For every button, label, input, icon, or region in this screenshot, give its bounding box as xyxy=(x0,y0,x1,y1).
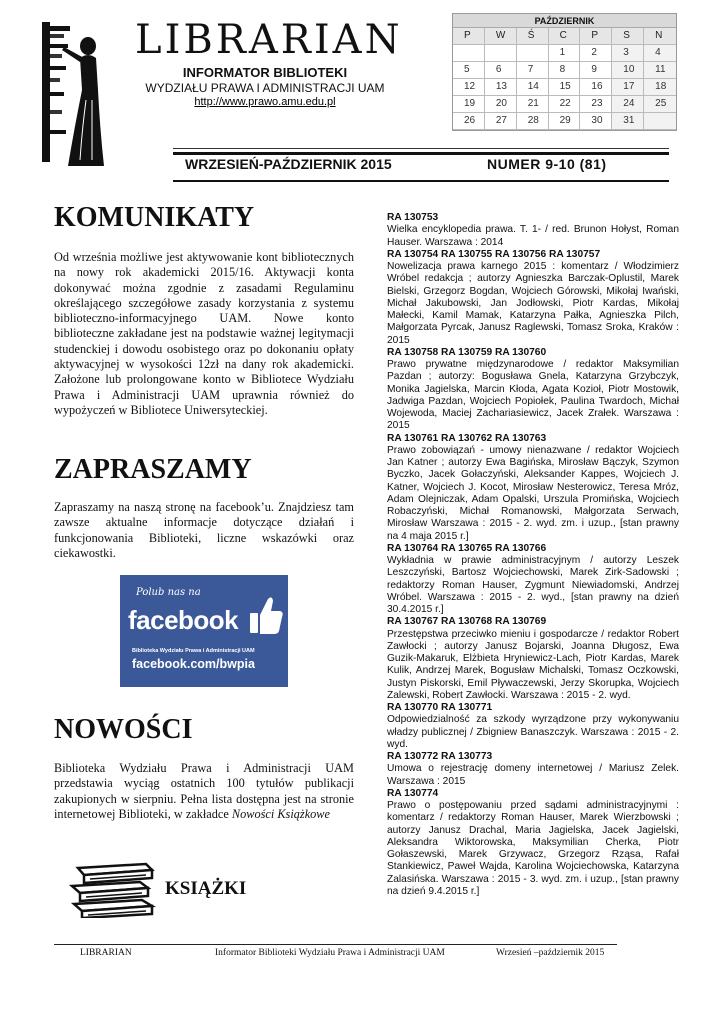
new-title-entry xyxy=(387,616,679,702)
title-description: Prawo prywatne międzynarodowe / redaktor Maksymilian Pazdan ; autorzy: Bogusława Gnela, Katarzyna Grzybczyk, Monika Jagielska, Marcin Kłoda, Agata Kozioł, Piotr Mostowik, Jadwiga Pazdan, Wojciech Popiołek, Paulina Twardoch, Michał Wojewoda, Maciej Zachariasiewicz, Jacek Zrałek. Warszawa : 2015 xyxy=(387,359,679,432)
new-title-entry xyxy=(387,702,679,751)
calendar-day: 25 xyxy=(644,96,676,113)
call-number: RA 130774 xyxy=(387,787,439,799)
call-number: RA 130767 RA 130768 RA 130769 xyxy=(387,616,547,628)
calendar-day: 14 xyxy=(517,79,549,96)
calendar-day: 19 xyxy=(453,96,485,113)
footer-left: LIBRARIAN xyxy=(80,948,132,958)
facebook-banner-caption: Biblioteka Wydziału Prawa i Administracji UAM xyxy=(132,648,255,654)
issue-date: WRZESIEŃ-PAŹDZIERNIK 2015 xyxy=(185,156,392,172)
calendar-day: 8 xyxy=(549,62,581,79)
calendar-day: 11 xyxy=(644,62,676,79)
footer-center: Informator Biblioteki Wydziału Prawa i Administracji UAM xyxy=(215,948,445,958)
calendar-day: 6 xyxy=(485,62,517,79)
calendar-day xyxy=(485,45,517,62)
calendar-day: 29 xyxy=(549,113,581,130)
facebook-banner-script: Polub nas na xyxy=(136,587,201,598)
zapraszamy-text: Zapraszamy na naszą stronę na facebook’u. Znajdziesz tam zawsze aktualne informacje dotyczące działań i funkcjonowania Biblioteki, liczne wskazówki oraz ciekawostki. xyxy=(54,500,354,560)
librarian-logo-illustration xyxy=(40,20,106,170)
title-description: Wykładnia w prawie administracyjnym / autorzy Leszek Leszczyński, Bartosz Wojciechowski, Marek Zirk-Sadowski ; redaktorzy Roman Hauser, Zygmunt Niewiadomski, Andrzej Wróbel. Warszawa : 2015 - 2. wyd., [stan prawny na dzień 30.4.2015 r.] xyxy=(387,555,679,615)
title-description: Umowa o rejestrację domeny internetowej / Mariusz Zelek. Warszawa : 2015 xyxy=(387,763,679,787)
call-number: RA 130772 RA 130773 xyxy=(387,751,493,762)
calendar-day: 5 xyxy=(453,62,485,79)
books-label: KSIĄŻKI xyxy=(165,878,247,899)
facebook-wordmark: facebook xyxy=(128,605,239,635)
title-description: Nowelizacja prawa karnego 2015 : komentarz / Włodzimierz Wróbel redakcja ; autorzy Agnieszka Barczak-Oplustil, Marek Bielski, Grzegorz Bogdan, Wojciech Górowski, Mikołaj Iwański, Michał Jakubowski, Jan Jodłowski, Piotr Kardas, Mikołaj Małecki, Kamil Mamak, Katarzyna Pałka, Agnieszka Pilch, Małgorzata Pyrcak, Janusz Raglewski, Tomasz Sroka, Kraków : 2015 xyxy=(387,261,679,346)
calendar-day: 18 xyxy=(644,79,676,96)
calendar-day xyxy=(453,45,485,62)
calendar-day: 13 xyxy=(485,79,517,96)
masthead-title: LIBRARIAN xyxy=(135,17,403,63)
facebook-banner[interactable] xyxy=(120,575,288,687)
calendar-day: 17 xyxy=(612,79,644,96)
thumbs-up-icon xyxy=(248,593,284,637)
new-titles-list xyxy=(387,212,679,898)
calendar-weekday: P xyxy=(580,28,612,45)
title-description: Odpowiedzialność za szkody wyrządzone przy wykonywaniu władzy publicznej / Zbigniew Banaszczyk. Warszawa : 2015 - 2. wyd. xyxy=(387,714,679,750)
title-description: Przestępstwa przeciwko mieniu i gospodarcze / redaktor Robert Zawłocki ; autorzy Janusz Bojarski, Joanna Długosz, Ewa Guzik-Makaruk, Elżbieta Hryniewicz-Lach, Piotr Kardas, Marek Kulik, Andrzej Marek, Bogusław Michalski, Tomasz Oczkowski, Justyn Piskorski, Emil Pływaczewski, Jerzy Skorupka, Wojciech Zalewski, Robert Zawłocki. Warszawa : 2015 - 2. wyd. xyxy=(387,628,679,701)
calendar-day: 26 xyxy=(453,113,485,130)
calendar-day: 16 xyxy=(580,79,612,96)
title-description: Prawo zobowiązań - umowy nienazwane / redaktor Wojciech Jan Katner ; autorzy Ewa Bagińska, Mirosław Bączyk, Szymon Byczko, Jacek Gołaczyński, Aleksander Kappes, Wojciech J. Katner, Wojciech J. Kocot, Mirosław Nesterowicz, Teresa Mróz, Adam Olejniczak, Adam Opalski, Urszula Promińska, Wojciech Robaczyński, Michał Romanowski, Małgorzata Serwach, Mirosław Warszawa : 2015 - 2. wyd. zm. i uzup., [stan prawny na 4 maja 2015 r.] xyxy=(387,444,679,542)
new-title-entry xyxy=(387,347,679,433)
header-rule-thin xyxy=(173,148,669,149)
calendar-day: 31 xyxy=(612,113,644,130)
books-icon xyxy=(66,860,158,918)
calendar-day: 7 xyxy=(517,62,549,79)
title-description: Wielka encyklopedia prawa. T. 1- / red. Brunon Hołyst, Roman Hauser. Warszawa : 2014 xyxy=(387,224,679,248)
calendar-weekday: W xyxy=(485,28,517,45)
calendar-day xyxy=(517,45,549,62)
masthead-department: WYDZIAŁU PRAWA I ADMINISTRACJI UAM xyxy=(145,81,385,95)
calendar-day: 1 xyxy=(549,45,581,62)
calendar xyxy=(452,13,677,131)
calendar-day: 22 xyxy=(549,96,581,113)
calendar-weekday: C xyxy=(549,28,581,45)
calendar-grid xyxy=(453,28,676,130)
calendar-day: 21 xyxy=(517,96,549,113)
zapraszamy-heading: ZAPRASZAMY xyxy=(54,454,252,485)
nowosci-text xyxy=(54,761,354,822)
nowosci-heading: NOWOŚCI xyxy=(54,714,193,745)
website-link[interactable]: http://www.prawo.amu.edu.pl xyxy=(194,96,336,108)
title-description: Prawo o postępowaniu przed sądami administracyjnymi : komentarz / redaktorzy Roman Hauser, Marek Wierzbowski ; autorzy Janusz Drachal, Maria Jagielska, Jacek Jagielski, Aleksandra Wiktorowska, Maksymilian Cherka, Piotr Gołaszewski, Marek Grzywacz, Grzegorz Rząsa, Rafał Stankiewicz, Paweł Wajda, Karolina Wojciechowska, Katarzyna Zalasińska. Warszawa : 2015 - 3. wyd. zm. i uzup., [stan prawny na dzień 9.4.2015 r.] xyxy=(387,800,679,897)
calendar-weekday: Ś xyxy=(517,28,549,45)
calendar-weekday: N xyxy=(644,28,676,45)
calendar-day: 27 xyxy=(485,113,517,130)
call-number: RA 130753 xyxy=(387,212,439,223)
footer-right: Wrzesień –październik 2015 xyxy=(496,948,605,958)
new-title-entry xyxy=(387,543,679,617)
footer-rule xyxy=(54,944,617,945)
call-number: RA 130770 RA 130771 xyxy=(387,702,493,713)
calendar-day: 2 xyxy=(580,45,612,62)
call-number: RA 130758 RA 130759 RA 130760 xyxy=(387,346,547,358)
komunikaty-heading: KOMUNIKATY xyxy=(54,202,255,233)
new-title-entry xyxy=(387,212,679,249)
calendar-day: 20 xyxy=(485,96,517,113)
masthead-subtitle: INFORMATOR BIBLIOTEKI xyxy=(182,65,348,80)
new-title-entry xyxy=(387,249,679,347)
calendar-day: 3 xyxy=(612,45,644,62)
issue-number: NUMER 9-10 (81) xyxy=(487,156,607,172)
calendar-weekday: P xyxy=(453,28,485,45)
nowosci-body: Biblioteka Wydziału Prawa i Administracji UAM przedstawia wyciąg ostatnich 100 tytułów publikacji zakupionych w sierpniu. Pełna lista dostępna jest na stronie internetowej Biblioteki, w zakładce xyxy=(54,761,354,821)
new-title-entry xyxy=(387,433,679,543)
new-title-entry xyxy=(387,751,679,788)
new-title-entry xyxy=(387,788,679,898)
calendar-weekday: S xyxy=(612,28,644,45)
calendar-day: 10 xyxy=(612,62,644,79)
calendar-day: 28 xyxy=(517,113,549,130)
call-number: RA 130764 RA 130765 RA 130766 xyxy=(387,542,547,554)
calendar-day xyxy=(644,113,676,130)
calendar-day: 12 xyxy=(453,79,485,96)
header-rule-bottom xyxy=(173,180,669,182)
calendar-day: 9 xyxy=(580,62,612,79)
facebook-link[interactable]: facebook.com/bwpia xyxy=(132,657,255,671)
calendar-day: 24 xyxy=(612,96,644,113)
call-number: RA 130754 RA 130755 RA 130756 RA 130757 xyxy=(387,248,601,260)
calendar-day: 30 xyxy=(580,113,612,130)
calendar-month: PAŹDZIERNIK xyxy=(453,14,676,28)
komunikaty-text: Od września możliwe jest aktywowanie kont bibliotecznych na nowy rok akademicki 2015/16. Aktywacji konta dokonywać można zgodnie z zasadami Regulaminu określającego szczegółowe zasady korzystania z systemu biblioteczno-informacyjnego UAM. Nowe konto biblioteczne zakładane jest na podstawie ważnej legitymacji studenckiej i dowodu osobistego oraz po dokonaniu opłaty aktywacyjnej w wysokości 12zł na dany rok akademicki. Założone lub prolongowane konto w Bibliotece Wydziału Prawa i Administracji UAM uprawnia również do wypożyczeń w Bibliotece Uniwersyteckiej. xyxy=(54,250,354,417)
calendar-day: 4 xyxy=(644,45,676,62)
call-number: RA 130761 RA 130762 RA 130763 xyxy=(387,432,547,444)
calendar-day: 15 xyxy=(549,79,581,96)
calendar-day: 23 xyxy=(580,96,612,113)
nowosci-link-text: Nowości Książkowe xyxy=(231,806,330,821)
